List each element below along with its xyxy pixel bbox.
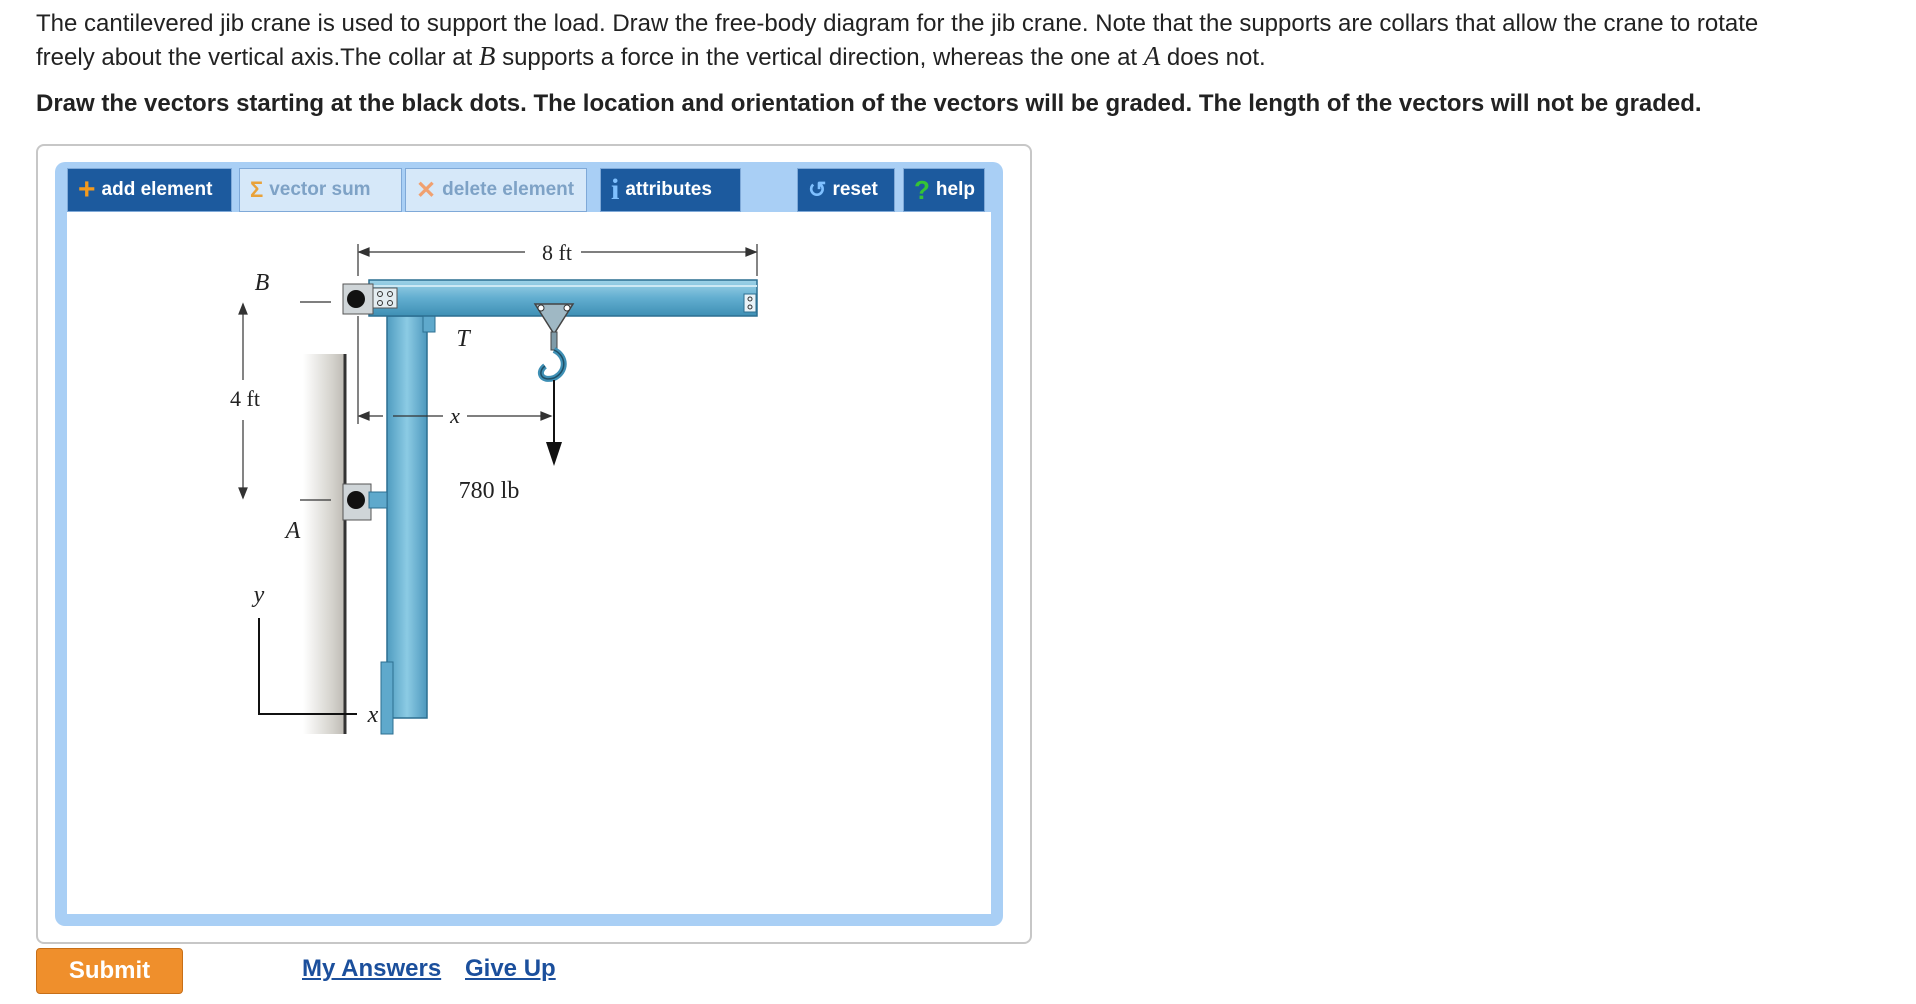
sigma-icon: Σ — [250, 177, 264, 202]
help-label: help — [935, 179, 975, 200]
load-label: 780 lb — [458, 478, 520, 504]
help-button[interactable] — [903, 168, 985, 212]
plus-icon: + — [78, 173, 96, 206]
axis-x-label: x — [367, 702, 379, 728]
point-a-label: A — [285, 518, 301, 544]
info-icon: i — [611, 173, 620, 206]
submit-button[interactable]: Submit — [36, 948, 183, 994]
point-t-label: T — [456, 326, 470, 352]
problem-statement — [36, 8, 1906, 74]
vector-sum-button[interactable] — [239, 168, 402, 212]
delete-element-button[interactable] — [405, 168, 587, 212]
collar-a-variable: A — [1143, 41, 1161, 71]
dimension-8ft-label: 8 ft — [542, 240, 572, 265]
problem-line-1: The cantilevered jib crane is used to support the load. Draw the free-body diagram for the jib crane. Note that the supports are collars that allow the crane to rotate — [36, 10, 1759, 37]
collar-a — [343, 484, 387, 520]
reset-button[interactable] — [797, 168, 895, 212]
add-element-label: add element — [101, 179, 213, 200]
problem-line-2-mid: supports a force in the vertical direction, whereas the one at — [502, 44, 1138, 71]
point-b-label: B — [254, 270, 270, 296]
delete-x-icon: ✕ — [416, 176, 437, 204]
dimension-4ft-label: 4 ft — [230, 386, 260, 411]
jib-crane-diagram — [67, 212, 991, 914]
load-force-arrow — [546, 380, 562, 466]
instruction-text: Draw the vectors starting at the black dots. The location and orientation of the vectors will be graded. The length of the vectors will not be graded. — [36, 90, 1702, 117]
drawing-canvas[interactable] — [67, 212, 991, 914]
help-icon: ? — [914, 174, 930, 205]
vector-sum-label: vector sum — [269, 179, 371, 200]
attributes-button[interactable] — [600, 168, 741, 212]
dimension-x-label: x — [450, 403, 460, 428]
my-answers-link[interactable]: My Answers — [302, 955, 442, 982]
crane-column — [381, 316, 435, 734]
problem-line-2-pre: freely about the vertical axis.The collar at — [36, 44, 473, 71]
add-element-button[interactable] — [67, 168, 232, 212]
problem-line-2-post: does not. — [1166, 44, 1266, 71]
reset-label: reset — [832, 179, 878, 200]
problem-line-2 — [36, 40, 1906, 74]
collar-b-variable: B — [478, 41, 496, 71]
reset-icon: ↺ — [808, 177, 827, 202]
wall — [303, 354, 345, 734]
delete-element-label: delete element — [442, 179, 575, 200]
attributes-label: attributes — [625, 179, 712, 200]
axis-y-label: y — [253, 582, 265, 608]
give-up-link[interactable]: Give Up — [465, 955, 556, 982]
